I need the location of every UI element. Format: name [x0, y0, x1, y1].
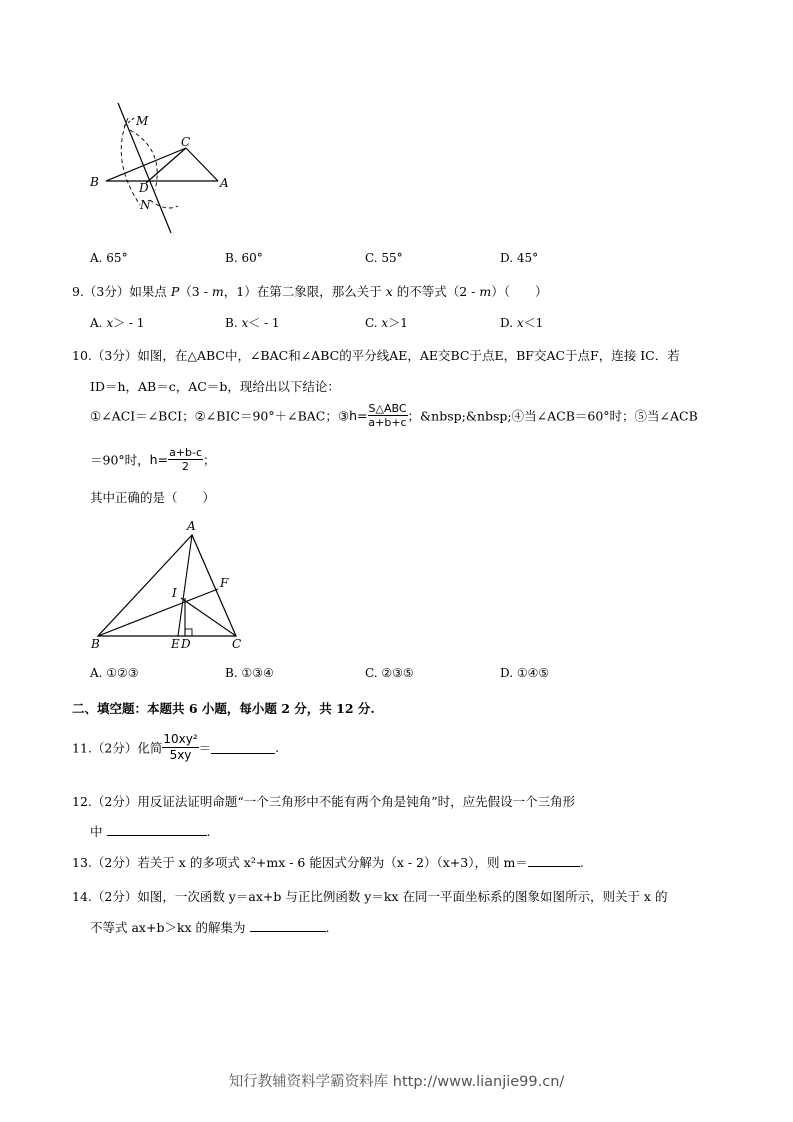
q13-answer-blank[interactable] [528, 854, 580, 867]
q8-option-c[interactable]: C. 55° [365, 251, 403, 265]
triangle-abc [98, 535, 236, 636]
option-label: A. [90, 316, 103, 330]
q12-answer-blank[interactable] [107, 823, 207, 836]
q13 [72, 853, 584, 871]
label-c: C [232, 637, 242, 651]
q9-text: ）（ ） [491, 284, 548, 299]
q12-text: 中 [90, 824, 103, 839]
q11-fraction [162, 732, 198, 763]
option-var: x [516, 316, 524, 330]
label-e: E [171, 637, 180, 651]
q10-end: ； [203, 452, 216, 468]
q11-end: . [275, 740, 280, 755]
arc-bottom [150, 200, 178, 208]
option-var: x [381, 316, 389, 330]
segment-bf [98, 589, 218, 636]
q8-option-a[interactable]: A. 65° [90, 251, 128, 265]
frac-denominator: 2 [182, 460, 190, 473]
q9-text: （3 - [179, 284, 212, 299]
q12-line-1: 12.（2分）用反证法证明命题“一个三角形中不能有两个角是钝角”时，应先假设一个三角形 [72, 794, 576, 809]
label-m: M [136, 114, 149, 128]
q9-var-m: m [479, 284, 492, 299]
q10-line-1: 10.（3分）如图，在△ABC中，∠BAC和∠ABC的平分线AE，AE交BC于点E，BF交AC于点F，连接 IC．若 [72, 348, 680, 363]
q14-line-2 [90, 918, 330, 936]
q14-end: . [325, 920, 330, 935]
arc-b [121, 118, 140, 205]
q10-option-d[interactable]: D. ①④⑤ [500, 666, 550, 680]
label-c: C [181, 135, 191, 149]
q10-figure [85, 515, 255, 655]
q10-line-3 [90, 402, 698, 429]
q10-fraction-2 [168, 446, 203, 473]
label-d: D [139, 181, 149, 195]
q10-option-a[interactable]: A. ①②③ [90, 666, 139, 680]
label-d: D [181, 637, 191, 651]
option-label: B. [225, 316, 238, 330]
q10-h-eq: h= [349, 408, 368, 423]
segment-ca [186, 148, 218, 181]
q12-line-2 [90, 822, 210, 840]
q9-number: 9.（3分） [72, 284, 130, 299]
q10-line-5: 其中正确的是（ ） [90, 490, 216, 505]
q10-h-eq: h= [149, 452, 169, 467]
label-a: A [220, 176, 229, 190]
q9-option-c[interactable] [365, 314, 408, 331]
q11 [72, 732, 279, 763]
label-a: A [187, 519, 196, 533]
q9-text: 如果点 [129, 284, 171, 299]
label-n: N [140, 198, 151, 212]
q10-conclusions-b: ；&nbsp;&nbsp;④当∠ACB＝60°时；⑤当∠ACB [407, 408, 698, 424]
q10-line-4 [90, 446, 216, 473]
frac-numerator: a+b-c [169, 446, 203, 459]
q8-option-d[interactable]: D. 45° [500, 251, 539, 265]
frac-denominator: a+b+c [368, 416, 407, 429]
q9-var-p: P [170, 284, 180, 299]
segment-bc [106, 148, 186, 181]
q10-fraction-1 [368, 402, 408, 429]
label-b: B [91, 637, 100, 651]
section-heading: 二、填空题：本题共 6 小题，每小题 2 分，共 12 分. [72, 701, 375, 716]
q8-option-b[interactable]: B. 60° [225, 251, 263, 265]
q14-answer-blank[interactable] [250, 919, 326, 932]
q10-option-b[interactable]: B. ①③④ [225, 666, 274, 680]
frac-numerator: S△ABC [368, 402, 407, 415]
q14-text: 不等式 ax+b＞kx 的解集为 [90, 920, 246, 935]
q9-text: ，1）在第二象限，那么关于 [223, 284, 386, 299]
q10-condition: ＝90°时， [90, 452, 150, 468]
option-rest: ＞ - 1 [113, 316, 145, 330]
q9-var-x: x [385, 284, 393, 299]
option-rest: ＞1 [388, 316, 408, 330]
right-angle-mark [185, 629, 192, 636]
q9-option-b[interactable] [225, 314, 280, 331]
q13-text: 13.（2分）若关于 x 的多项式 x²+mx - 6 能因式分解为（x - 2）（x+3），则 m＝ [72, 855, 528, 870]
footer-watermark: 知行教辅资料学霸资料库 http://www.lianjie99.cn/ [228, 1074, 565, 1090]
label-i: I [172, 586, 177, 600]
option-label: C. [365, 316, 378, 330]
frac-numerator: 10xy² [163, 732, 198, 746]
option-rest: ＜ - 1 [248, 316, 280, 330]
option-label: D. [500, 316, 514, 330]
q12-end: . [206, 824, 211, 839]
option-rest: ＜1 [523, 316, 544, 330]
q13-end: . [579, 855, 584, 870]
q14-line-1: 14.（2分）如图，一次函数 y＝ax+b 与正比例函数 y＝kx 在同一平面坐标系的图象如图所示，则关于 x 的 [72, 889, 668, 904]
label-b: B [90, 175, 99, 189]
q11-answer-blank[interactable] [211, 741, 275, 754]
q10-line-2: ID＝h，AB＝c，AC＝b，现给出以下结论： [90, 379, 340, 394]
q8-figure [80, 95, 240, 240]
option-var: x [241, 316, 249, 330]
q10-option-c[interactable]: C. ②③⑤ [365, 666, 414, 680]
option-var: x [106, 316, 114, 330]
q9-option-a[interactable] [90, 314, 144, 331]
q11-equals: ＝ [198, 740, 212, 756]
q10-conclusions-a: ①∠ACI＝∠BCI；②∠BIC＝90°＋∠BAC；③ [90, 408, 350, 424]
q11-number: 11.（2分）化简 [72, 740, 163, 756]
q9-var-m: m [211, 284, 224, 299]
frac-denominator: 5xy [169, 748, 192, 762]
label-f: F [220, 576, 229, 590]
q9-option-d[interactable] [500, 314, 543, 331]
q9-text: 的不等式（2 - [392, 284, 480, 299]
segment-cd [146, 148, 186, 183]
q9-stem [72, 282, 548, 300]
